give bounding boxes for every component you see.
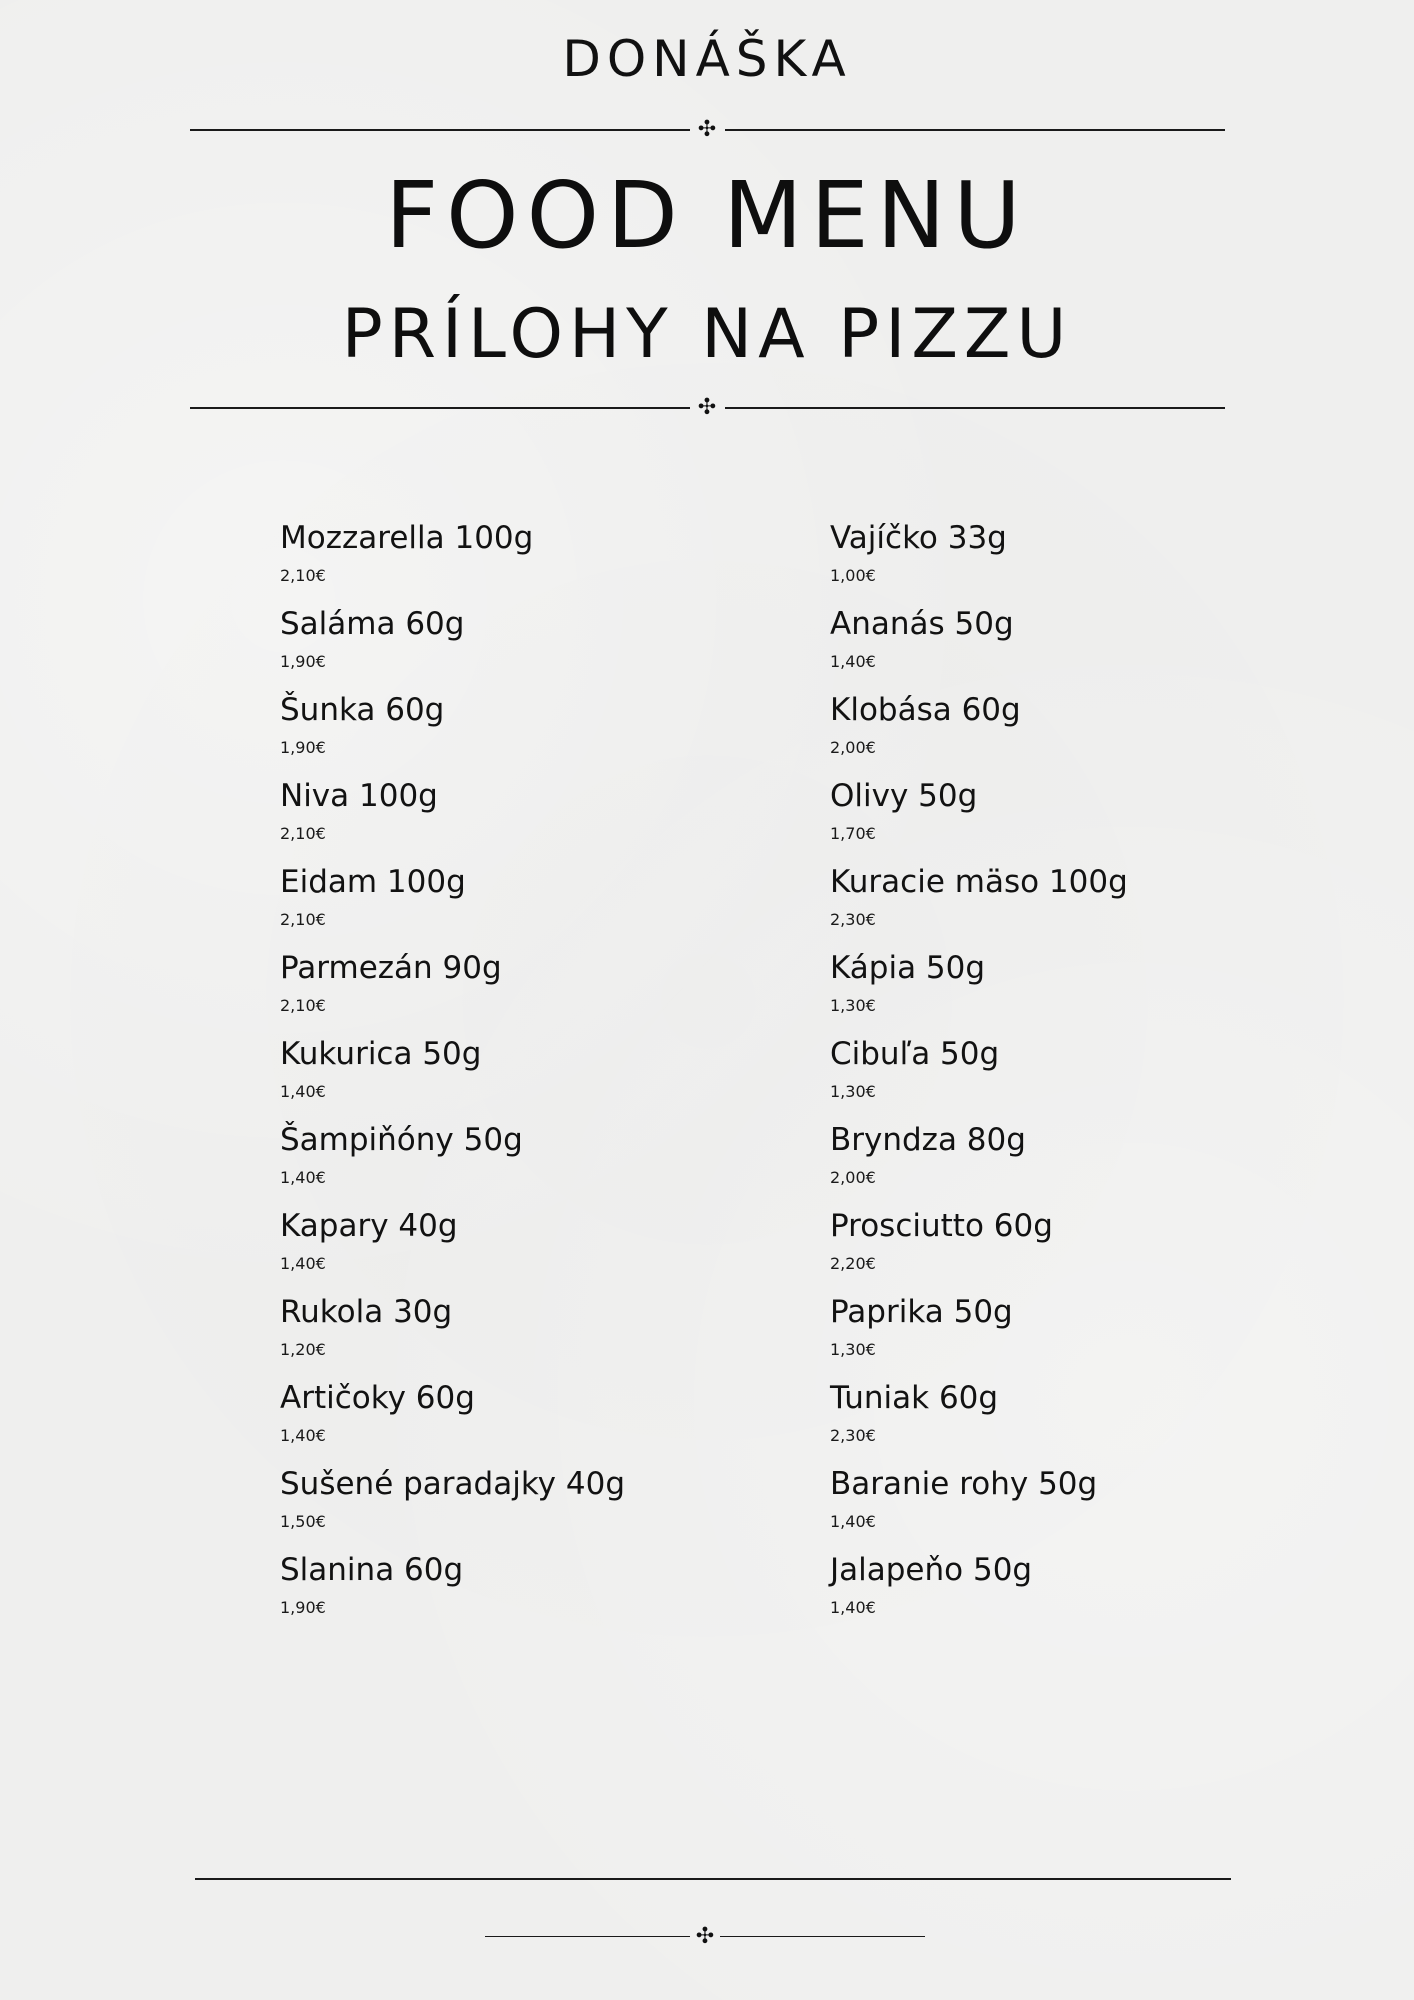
- item-name: Baranie rohy 50g: [830, 1466, 1098, 1502]
- item-price: 1,00€: [830, 566, 876, 585]
- menu-item: [830, 515, 1350, 601]
- menu-item: [280, 1375, 800, 1461]
- item-name: Rukola 30g: [280, 1294, 453, 1330]
- item-name: Jalapeňo 50g: [830, 1552, 1033, 1588]
- menu-item: [280, 1117, 800, 1203]
- item-name: Kápia 50g: [830, 950, 986, 986]
- menu-item: [280, 773, 800, 859]
- item-price: 2,20€: [830, 1254, 876, 1273]
- menu-item: [280, 1203, 800, 1289]
- item-name: Saláma 60g: [280, 606, 465, 642]
- item-name: Kapary 40g: [280, 1208, 458, 1244]
- menu-item: [280, 859, 800, 945]
- item-name: Mozzarella 100g: [280, 520, 534, 556]
- menu-item: [830, 1547, 1350, 1633]
- fleuron-icon: ✣: [695, 1924, 715, 1949]
- item-price: 1,90€: [280, 1598, 326, 1617]
- menu-item: [830, 1289, 1350, 1375]
- divider-line: [720, 1936, 925, 1937]
- divider-line: [190, 407, 690, 409]
- page-title: FOOD MENU: [385, 162, 1029, 269]
- item-name: Šunka 60g: [280, 692, 445, 728]
- item-price: 1,30€: [830, 1082, 876, 1101]
- menu-column-left: [280, 515, 800, 1633]
- item-price: 1,90€: [280, 652, 326, 671]
- menu-item: [830, 945, 1350, 1031]
- item-price: 1,30€: [830, 996, 876, 1015]
- item-price: 1,40€: [830, 1512, 876, 1531]
- menu-item: [280, 1461, 800, 1547]
- item-name: Olivy 50g: [830, 778, 978, 814]
- menu-item: [830, 601, 1350, 687]
- item-price: 1,40€: [280, 1082, 326, 1101]
- item-price: 1,30€: [830, 1340, 876, 1359]
- item-name: Šampiňóny 50g: [280, 1122, 523, 1158]
- divider-line: [190, 129, 690, 131]
- item-price: 1,90€: [280, 738, 326, 757]
- item-name: Bryndza 80g: [830, 1122, 1026, 1158]
- divider-line: [485, 1936, 690, 1937]
- menu-item: [830, 687, 1350, 773]
- header-bottom-divider: [190, 395, 1225, 420]
- item-price: 2,30€: [830, 1426, 876, 1445]
- item-name: Prosciutto 60g: [830, 1208, 1053, 1244]
- footer-divider: [485, 1924, 925, 1949]
- fleuron-icon: ✣: [697, 117, 717, 142]
- top-divider: [190, 117, 1225, 142]
- item-name: Tuniak 60g: [830, 1380, 999, 1416]
- footer-line: [195, 1878, 1231, 1880]
- item-price: 2,10€: [280, 824, 326, 843]
- item-name: Slanina 60g: [280, 1552, 464, 1588]
- menu-item: [830, 773, 1350, 859]
- page-subtitle: PRÍLOHY NA PIZZU: [341, 295, 1073, 374]
- menu-column-right: [830, 515, 1350, 1633]
- item-name: Kuracie mäso 100g: [830, 864, 1128, 900]
- menu-item: [830, 1203, 1350, 1289]
- item-name: Parmezán 90g: [280, 950, 502, 986]
- divider-line: [725, 129, 1225, 131]
- menu-item: [830, 1117, 1350, 1203]
- item-price: 2,30€: [830, 910, 876, 929]
- item-name: Eidam 100g: [280, 864, 466, 900]
- menu-item: [280, 687, 800, 773]
- menu-item: [280, 1547, 800, 1633]
- item-name: Ananás 50g: [830, 606, 1014, 642]
- item-price: 2,00€: [830, 1168, 876, 1187]
- item-price: 1,20€: [280, 1340, 326, 1359]
- menu-item: [830, 1375, 1350, 1461]
- item-price: 2,00€: [830, 738, 876, 757]
- fleuron-icon: ✣: [697, 395, 717, 420]
- item-price: 1,40€: [280, 1254, 326, 1273]
- item-name: Sušené paradajky 40g: [280, 1466, 625, 1502]
- item-name: Niva 100g: [280, 778, 438, 814]
- menu-item: [280, 945, 800, 1031]
- item-price: 1,70€: [830, 824, 876, 843]
- item-name: Klobása 60g: [830, 692, 1021, 728]
- item-name: Artičoky 60g: [280, 1380, 475, 1416]
- menu-item: [830, 1031, 1350, 1117]
- item-price: 1,40€: [830, 652, 876, 671]
- divider-line: [725, 407, 1225, 409]
- brand-name: DONÁŠKA: [562, 30, 852, 88]
- item-name: Kukurica 50g: [280, 1036, 482, 1072]
- item-price: 2,10€: [280, 566, 326, 585]
- item-price: 1,40€: [280, 1426, 326, 1445]
- item-price: 1,50€: [280, 1512, 326, 1531]
- item-price: 1,40€: [280, 1168, 326, 1187]
- menu-item: [280, 515, 800, 601]
- item-name: Vajíčko 33g: [830, 520, 1007, 556]
- item-price: 1,40€: [830, 1598, 876, 1617]
- menu-item: [280, 1289, 800, 1375]
- item-price: 2,10€: [280, 996, 326, 1015]
- item-price: 2,10€: [280, 910, 326, 929]
- menu-item: [830, 859, 1350, 945]
- menu-item: [280, 1031, 800, 1117]
- item-name: Cibuľa 50g: [830, 1036, 1000, 1072]
- menu-item: [280, 601, 800, 687]
- item-name: Paprika 50g: [830, 1294, 1013, 1330]
- menu-item: [830, 1461, 1350, 1547]
